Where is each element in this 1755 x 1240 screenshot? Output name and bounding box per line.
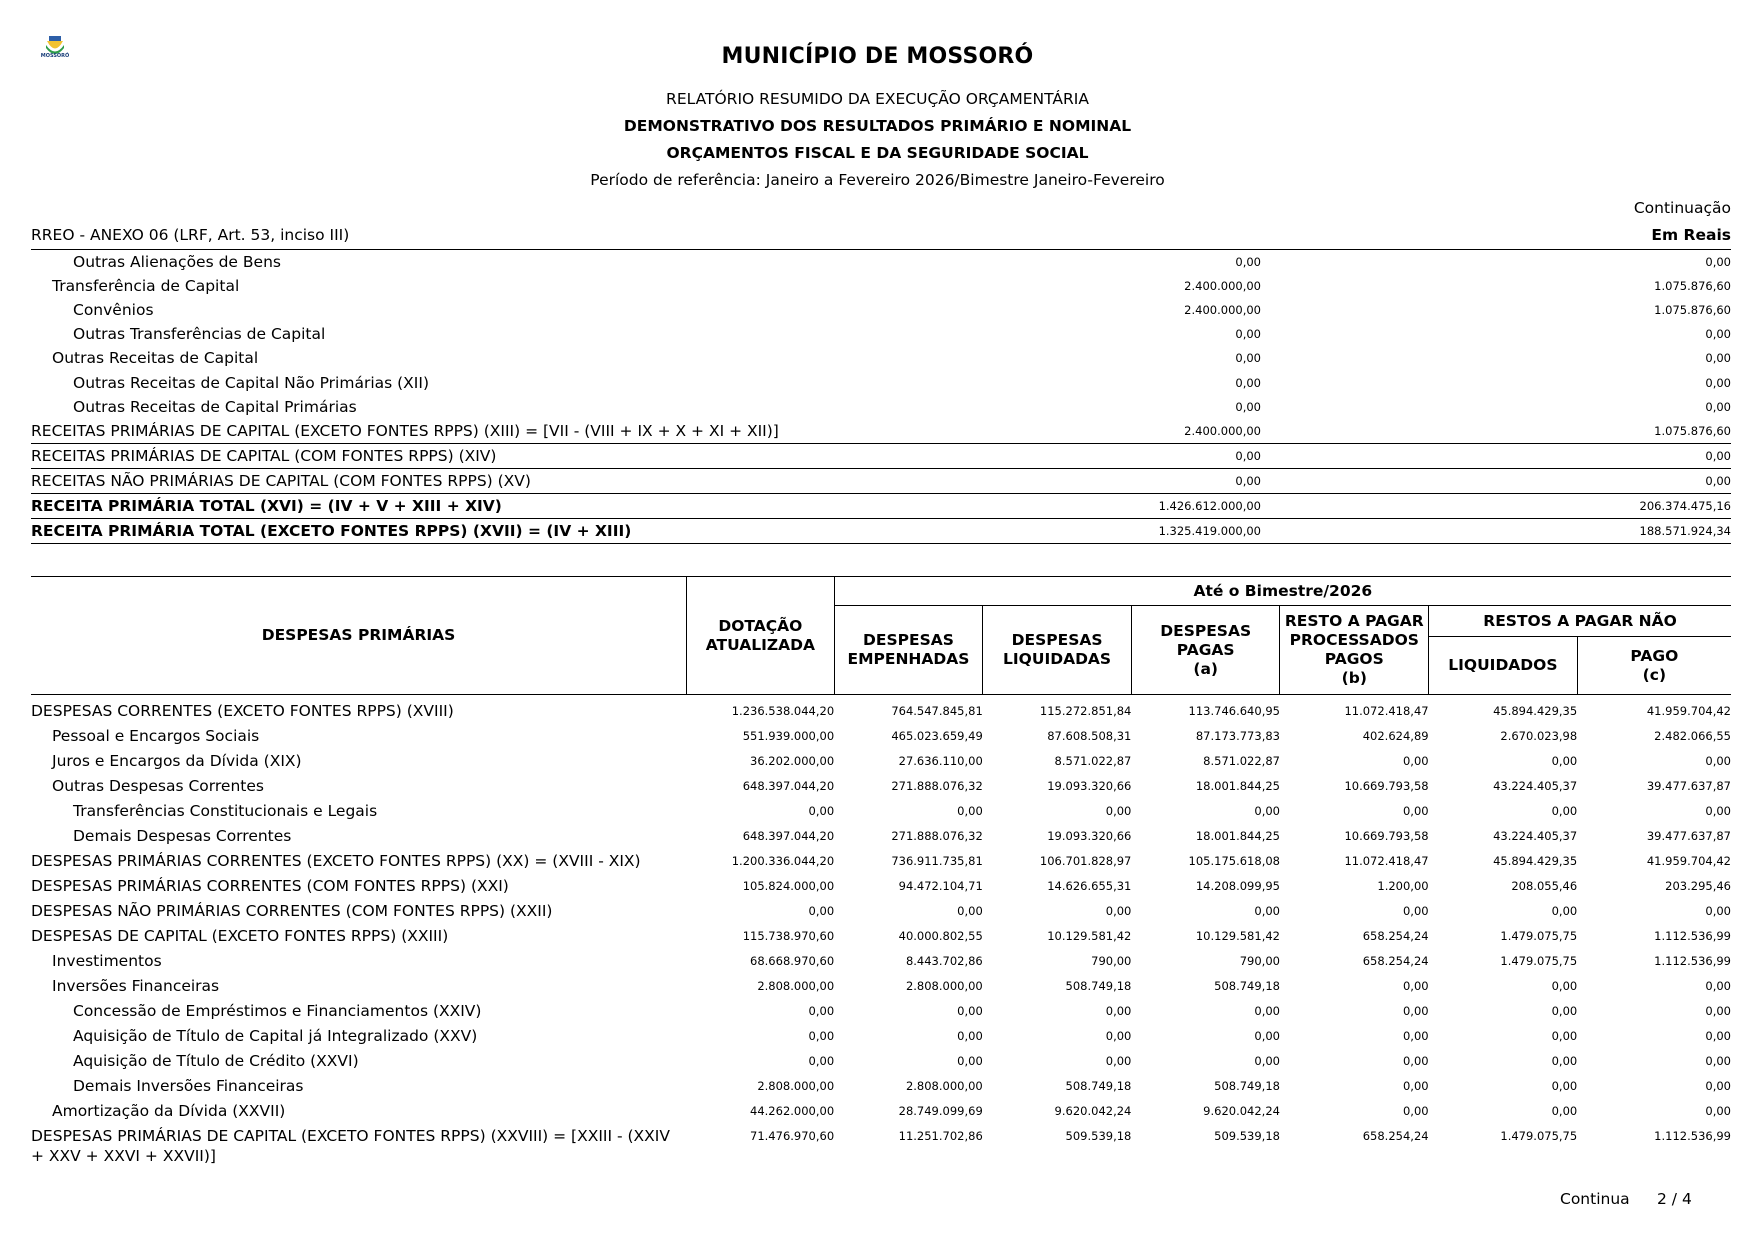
currency-unit-label: Em Reais <box>1651 226 1731 244</box>
revenue-row <box>31 370 1731 394</box>
pagas-value: 0,00 <box>1254 1004 1280 1018</box>
liquidadas-value: 115.272.851,84 <box>1039 704 1132 718</box>
expense-label: DESPESAS DE CAPITAL (EXCETO FONTES RPPS) (XXIII) <box>31 927 449 945</box>
pagas-value: 0,00 <box>1254 904 1280 918</box>
empenhadas-value: 28.749.099,69 <box>898 1104 983 1118</box>
rpnp-pago-value: 2.482.066,55 <box>1654 729 1731 743</box>
empenhadas-value: 2.808.000,00 <box>905 1079 983 1093</box>
expense-row <box>31 974 1731 999</box>
col-header-liquidadas: DESPESAS LIQUIDADAS <box>983 606 1132 695</box>
pagas-value: 8.571.022,87 <box>1203 754 1280 768</box>
col-header-dotacao: DOTAÇÃO ATUALIZADA <box>687 577 835 695</box>
dotacao-value: 1.236.538.044,20 <box>731 704 835 718</box>
revenue-label: RECEITA PRIMÁRIA TOTAL (XVI) = (IV + V + XIII + XIV) <box>31 493 831 518</box>
rpnp-liquidados-value: 43.224.405,37 <box>1493 829 1578 843</box>
liquidadas-value: 790,00 <box>1091 954 1132 968</box>
pagas-value: 113.746.640,95 <box>1188 704 1280 718</box>
rp-processados-pagos-value: 0,00 <box>1402 1079 1429 1093</box>
revenue-row <box>31 468 1731 493</box>
rpnp-pago-value: 0,00 <box>1705 804 1731 818</box>
revenue-row <box>31 519 1731 544</box>
dotacao-value: 0,00 <box>808 1054 835 1068</box>
col-header-despesas-primarias: DESPESAS PRIMÁRIAS <box>31 577 687 695</box>
pagas-value: 10.129.581,42 <box>1195 929 1280 943</box>
revenue-row <box>31 419 1731 444</box>
dotacao-value: 0,00 <box>808 904 835 918</box>
budgets-title: ORÇAMENTOS FISCAL E DA SEGURIDADE SOCIAL <box>666 144 1089 162</box>
expense-label: Aquisição de Título de Crédito (XXVI) <box>73 1052 359 1070</box>
revenue-realized-value: 0,00 <box>1705 375 1731 390</box>
pagas-value: 105.175.618,08 <box>1188 854 1280 868</box>
revenue-label: Outras Receitas de Capital <box>52 349 259 368</box>
pagas-value: 18.001.844,25 <box>1195 829 1280 843</box>
revenue-forecast-value: 2.400.000,00 <box>1184 303 1261 318</box>
expense-label: Concessão de Empréstimos e Financiamentos (XXIV) <box>73 1002 482 1020</box>
rp-processados-pagos-value: 658.254,24 <box>1362 929 1429 943</box>
rp-processados-pagos-value: 1.200,00 <box>1377 879 1429 893</box>
revenue-realized-value: 0,00 <box>1705 399 1731 414</box>
revenue-realized-value: 0,00 <box>1705 327 1731 342</box>
pagas-value: 508.749,18 <box>1214 1079 1280 1093</box>
expense-label: DESPESAS NÃO PRIMÁRIAS CORRENTES (COM FONTES RPPS) (XXII) <box>31 902 553 920</box>
liquidadas-value: 10.129.581,42 <box>1047 929 1132 943</box>
dotacao-value: 551.939.000,00 <box>742 729 835 743</box>
expense-row <box>31 1024 1731 1049</box>
expense-label: Pessoal e Encargos Sociais <box>52 727 260 745</box>
rpnp-liquidados-value: 0,00 <box>1551 1104 1578 1118</box>
empenhadas-value: 0,00 <box>957 1029 983 1043</box>
liquidadas-value: 87.608.508,31 <box>1047 729 1132 743</box>
rpnp-pago-value: 39.477.637,87 <box>1646 829 1731 843</box>
expense-row <box>31 749 1731 774</box>
rpnp-liquidados-value: 208.055,46 <box>1511 879 1578 893</box>
pagas-value: 14.208.099,95 <box>1195 879 1280 893</box>
rpnp-liquidados-value: 43.224.405,37 <box>1493 779 1578 793</box>
revenue-label: Convênios <box>73 301 154 320</box>
rpnp-liquidados-value: 0,00 <box>1551 904 1578 918</box>
expense-row <box>31 724 1731 749</box>
revenue-row <box>31 346 1731 370</box>
revenue-forecast-value: 1.426.612.000,00 <box>831 493 1261 518</box>
revenue-label: Outras Receitas de Capital Primárias <box>73 397 357 416</box>
rp-processados-pagos-value: 0,00 <box>1402 1029 1429 1043</box>
expense-label: Inversões Financeiras <box>52 977 220 995</box>
rpnp-liquidados-value: 45.894.429,35 <box>1493 704 1578 718</box>
revenue-forecast-value: 1.325.419.000,00 <box>831 519 1261 544</box>
revenue-label: RECEITAS NÃO PRIMÁRIAS DE CAPITAL (COM FONTES RPPS) (XV) <box>31 468 831 493</box>
dotacao-value: 2.808.000,00 <box>757 979 835 993</box>
rp-processados-pagos-value: 0,00 <box>1402 804 1429 818</box>
expense-label: Juros e Encargos da Dívida (XIX) <box>52 752 302 770</box>
rpnp-liquidados-value: 1.479.075,75 <box>1500 954 1578 968</box>
expense-row <box>31 774 1731 799</box>
page-title: MUNICÍPIO DE MOSSORÓ <box>721 44 1034 69</box>
rpnp-liquidados-value: 1.479.075,75 <box>1500 1129 1578 1143</box>
dotacao-value: 105.824.000,00 <box>742 879 835 893</box>
col-header-empenhadas: DESPESAS EMPENHADAS <box>834 606 983 695</box>
dotacao-value: 0,00 <box>808 1004 835 1018</box>
revenue-forecast-value: 0,00 <box>1235 327 1261 342</box>
expense-row <box>31 1099 1731 1124</box>
rpnp-liquidados-value: 0,00 <box>1551 979 1578 993</box>
expense-label: Demais Despesas Correntes <box>73 827 292 845</box>
statement-title: DEMONSTRATIVO DOS RESULTADOS PRIMÁRIO E NOMINAL <box>623 117 1132 135</box>
empenhadas-value: 11.251.702,86 <box>898 1129 983 1143</box>
dotacao-value: 68.668.970,60 <box>750 954 835 968</box>
liquidadas-value: 0,00 <box>1105 1054 1132 1068</box>
revenue-row <box>31 298 1731 322</box>
expense-label: DESPESAS PRIMÁRIAS CORRENTES (EXCETO FONTES RPPS) (XX) = (XVIII - XIX) <box>31 852 641 870</box>
col-header-rpnp-liquidados: LIQUIDADOS <box>1429 637 1578 695</box>
expense-row <box>31 999 1731 1024</box>
rpnp-pago-value: 0,00 <box>1705 904 1731 918</box>
report-name: RELATÓRIO RESUMIDO DA EXECUÇÃO ORÇAMENTÁRIA <box>666 90 1089 108</box>
rpnp-pago-value: 0,00 <box>1705 1104 1731 1118</box>
empenhadas-value: 736.911.735,81 <box>891 854 983 868</box>
revenue-forecast-value: 0,00 <box>1235 351 1261 366</box>
expense-row <box>31 824 1731 849</box>
rp-processados-pagos-value: 0,00 <box>1402 1054 1429 1068</box>
revenue-label: Transferência de Capital <box>52 277 240 296</box>
dotacao-value: 115.738.970,60 <box>742 929 835 943</box>
rpnp-pago-value: 1.112.536,99 <box>1654 929 1731 943</box>
dotacao-value: 71.476.970,60 <box>750 1129 835 1143</box>
dotacao-value: 2.808.000,00 <box>757 1079 835 1093</box>
dotacao-value: 648.397.044,20 <box>742 829 835 843</box>
revenue-forecast-value: 2.400.000,00 <box>1184 279 1261 294</box>
liquidadas-value: 0,00 <box>1105 804 1132 818</box>
revenue-row <box>31 395 1731 419</box>
rpnp-pago-value: 0,00 <box>1705 1054 1731 1068</box>
rpnp-pago-value: 39.477.637,87 <box>1646 779 1731 793</box>
rp-processados-pagos-value: 11.072.418,47 <box>1344 704 1429 718</box>
dotacao-value: 648.397.044,20 <box>742 779 835 793</box>
svg-text:MOSSORÓ: MOSSORÓ <box>40 53 70 59</box>
liquidadas-value: 509.539,18 <box>1065 1129 1132 1143</box>
pagas-value: 18.001.844,25 <box>1195 779 1280 793</box>
expense-row <box>31 799 1731 824</box>
expense-row <box>31 949 1731 974</box>
rp-processados-pagos-value: 0,00 <box>1402 754 1429 768</box>
revenue-forecast-value: 0,00 <box>831 250 1261 275</box>
revenue-row <box>31 322 1731 346</box>
revenue-realized-value: 1.075.876,60 <box>1654 279 1731 294</box>
liquidadas-value: 0,00 <box>1105 1004 1132 1018</box>
rp-processados-pagos-value: 0,00 <box>1402 1104 1429 1118</box>
liquidadas-value: 14.626.655,31 <box>1047 879 1132 893</box>
revenue-row <box>31 493 1731 518</box>
liquidadas-value: 8.571.022,87 <box>1054 754 1132 768</box>
expense-row <box>31 695 1731 725</box>
dotacao-value: 1.200.336.044,20 <box>731 854 835 868</box>
expense-label: Demais Inversões Financeiras <box>73 1077 304 1095</box>
expense-row <box>31 899 1731 924</box>
rpnp-liquidados-value: 0,00 <box>1551 1004 1578 1018</box>
revenue-label: RECEITAS PRIMÁRIAS DE CAPITAL (EXCETO FONTES RPPS) (XIII) = [VII - (VIII + IX + X + XI + XII)] <box>31 419 831 444</box>
empenhadas-value: 0,00 <box>957 804 983 818</box>
pagas-value: 509.539,18 <box>1214 1129 1280 1143</box>
rpnp-liquidados-value: 1.479.075,75 <box>1500 929 1578 943</box>
liquidadas-value: 19.093.320,66 <box>1047 779 1132 793</box>
rp-processados-pagos-value: 10.669.793,58 <box>1344 779 1429 793</box>
rp-processados-pagos-value: 658.254,24 <box>1362 1129 1429 1143</box>
rpnp-pago-value: 1.112.536,99 <box>1654 954 1731 968</box>
expense-label: Aquisição de Título de Capital já Integralizado (XXV) <box>73 1027 478 1045</box>
revenue-label: RECEITA PRIMÁRIA TOTAL (EXCETO FONTES RPPS) (XVII) = (IV + XIII) <box>31 519 831 544</box>
revenue-realized-value: 1.075.876,60 <box>1654 303 1731 318</box>
rp-processados-pagos-value: 11.072.418,47 <box>1344 854 1429 868</box>
expense-row <box>31 1049 1731 1074</box>
rpnp-pago-value: 41.959.704,42 <box>1646 854 1731 868</box>
footer-continua: Continua <box>1560 1190 1630 1208</box>
rp-processados-pagos-value: 0,00 <box>1402 979 1429 993</box>
expense-label: DESPESAS PRIMÁRIAS DE CAPITAL (EXCETO FONTES RPPS) (XXVIII) = [XXIII - (XXIV + XXV + XXVI + XXVII)] <box>31 1127 670 1165</box>
empenhadas-value: 27.636.110,00 <box>898 754 983 768</box>
revenue-forecast-value: 0,00 <box>1235 375 1261 390</box>
rpnp-pago-value: 203.295,46 <box>1665 879 1731 893</box>
rpnp-pago-value: 0,00 <box>1705 1079 1731 1093</box>
rp-processados-pagos-value: 10.669.793,58 <box>1344 829 1429 843</box>
expense-label: Outras Despesas Correntes <box>52 777 264 795</box>
dotacao-value: 0,00 <box>808 804 835 818</box>
col-group-ate-bimestre: Até o Bimestre/2026 <box>834 577 1731 606</box>
rp-processados-pagos-value: 402.624,89 <box>1362 729 1429 743</box>
liquidadas-value: 0,00 <box>1105 904 1132 918</box>
col-header-rpnp-pago: PAGO (c) <box>1577 637 1731 695</box>
revenue-label: Outras Receitas de Capital Não Primárias (XII) <box>73 373 429 392</box>
rp-processados-pagos-value: 658.254,24 <box>1362 954 1429 968</box>
empenhadas-value: 40.000.802,55 <box>898 929 983 943</box>
primary-expenses-table <box>31 576 1731 1166</box>
empenhadas-value: 0,00 <box>957 1004 983 1018</box>
expense-label: Investimentos <box>52 952 162 970</box>
continuation-label: Continuação <box>1633 199 1731 217</box>
revenue-label: Outras Transferências de Capital <box>73 325 326 344</box>
revenue-forecast-value: 0,00 <box>831 443 1261 468</box>
pagas-value: 0,00 <box>1254 1029 1280 1043</box>
expense-row <box>31 1124 1731 1166</box>
dotacao-value: 0,00 <box>808 1029 835 1043</box>
dotacao-value: 36.202.000,00 <box>750 754 835 768</box>
pagas-value: 0,00 <box>1254 1054 1280 1068</box>
col-header-pagas: DESPESAS PAGAS (a) <box>1131 606 1280 695</box>
liquidadas-value: 106.701.828,97 <box>1039 854 1132 868</box>
rpnp-liquidados-value: 0,00 <box>1551 754 1578 768</box>
revenue-forecast-value: 0,00 <box>831 468 1261 493</box>
expense-label: Amortização da Dívida (XXVII) <box>52 1102 286 1120</box>
revenue-row <box>31 443 1731 468</box>
revenue-realized-value: 1.075.876,60 <box>1261 419 1731 444</box>
pagas-value: 790,00 <box>1239 954 1280 968</box>
liquidadas-value: 0,00 <box>1105 1029 1132 1043</box>
rpnp-liquidados-value: 45.894.429,35 <box>1493 854 1578 868</box>
rpnp-liquidados-value: 0,00 <box>1551 1029 1578 1043</box>
empenhadas-value: 271.888.076,32 <box>891 779 983 793</box>
revenue-realized-value: 188.571.924,34 <box>1261 519 1731 544</box>
expense-row <box>31 924 1731 949</box>
rpnp-pago-value: 0,00 <box>1705 1004 1731 1018</box>
empenhadas-value: 0,00 <box>957 904 983 918</box>
revenue-realized-value: 0,00 <box>1705 351 1731 366</box>
reference-period: Período de referência: Janeiro a Fevereiro 2026/Bimestre Janeiro-Fevereiro <box>590 171 1165 189</box>
empenhadas-value: 271.888.076,32 <box>891 829 983 843</box>
empenhadas-value: 8.443.702,86 <box>905 954 983 968</box>
liquidadas-value: 508.749,18 <box>1065 979 1132 993</box>
revenue-realized-value: 0,00 <box>1261 443 1731 468</box>
expense-label: DESPESAS CORRENTES (EXCETO FONTES RPPS) (XVIII) <box>31 702 454 720</box>
revenue-label: RECEITAS PRIMÁRIAS DE CAPITAL (COM FONTES RPPS) (XIV) <box>31 443 831 468</box>
liquidadas-value: 19.093.320,66 <box>1047 829 1132 843</box>
rpnp-pago-value: 0,00 <box>1705 979 1731 993</box>
rpnp-liquidados-value: 0,00 <box>1551 1079 1578 1093</box>
rpnp-pago-value: 1.112.536,99 <box>1654 1129 1731 1143</box>
expense-row <box>31 874 1731 899</box>
page-number: 2 / 4 <box>1657 1190 1692 1208</box>
empenhadas-value: 465.023.659,49 <box>891 729 983 743</box>
rpnp-liquidados-value: 0,00 <box>1551 1054 1578 1068</box>
revenue-forecast-value: 0,00 <box>1235 399 1261 414</box>
expense-row <box>31 849 1731 874</box>
col-header-rp-processados-pagos: RESTO A PAGAR PROCESSADOS PAGOS (b) <box>1280 606 1429 695</box>
revenue-row <box>31 274 1731 298</box>
rp-processados-pagos-value: 0,00 <box>1402 1004 1429 1018</box>
empenhadas-value: 2.808.000,00 <box>905 979 983 993</box>
expense-label: Transferências Constitucionais e Legais <box>73 802 378 820</box>
rpnp-pago-value: 0,00 <box>1705 754 1731 768</box>
annex-label: RREO - ANEXO 06 (LRF, Art. 53, inciso III) <box>31 226 350 244</box>
dotacao-value: 44.262.000,00 <box>750 1104 835 1118</box>
revenue-forecast-value: 2.400.000,00 <box>831 419 1261 444</box>
liquidadas-value: 508.749,18 <box>1065 1079 1132 1093</box>
rpnp-pago-value: 41.959.704,42 <box>1646 704 1731 718</box>
revenue-row <box>31 250 1731 275</box>
rpnp-liquidados-value: 0,00 <box>1551 804 1578 818</box>
liquidadas-value: 9.620.042,24 <box>1054 1104 1132 1118</box>
revenue-realized-value: 206.374.475,16 <box>1261 493 1731 518</box>
revenue-realized-value: 0,00 <box>1261 250 1731 275</box>
pagas-value: 87.173.773,83 <box>1195 729 1280 743</box>
empenhadas-value: 0,00 <box>957 1054 983 1068</box>
rpnp-pago-value: 0,00 <box>1705 1029 1731 1043</box>
rpnp-liquidados-value: 2.670.023,98 <box>1500 729 1578 743</box>
expense-row <box>31 1074 1731 1099</box>
empenhadas-value: 764.547.845,81 <box>891 704 983 718</box>
rp-processados-pagos-value: 0,00 <box>1402 904 1429 918</box>
empenhadas-value: 94.472.104,71 <box>898 879 983 893</box>
revenues-table <box>31 249 1731 544</box>
pagas-value: 0,00 <box>1254 804 1280 818</box>
revenue-label: Outras Alienações de Bens <box>31 250 831 275</box>
col-group-rp-nao-processados: RESTOS A PAGAR NÃO <box>1429 606 1731 637</box>
pagas-value: 9.620.042,24 <box>1203 1104 1280 1118</box>
revenue-realized-value: 0,00 <box>1261 468 1731 493</box>
expense-label: DESPESAS PRIMÁRIAS CORRENTES (COM FONTES RPPS) (XXI) <box>31 877 509 895</box>
pagas-value: 508.749,18 <box>1214 979 1280 993</box>
